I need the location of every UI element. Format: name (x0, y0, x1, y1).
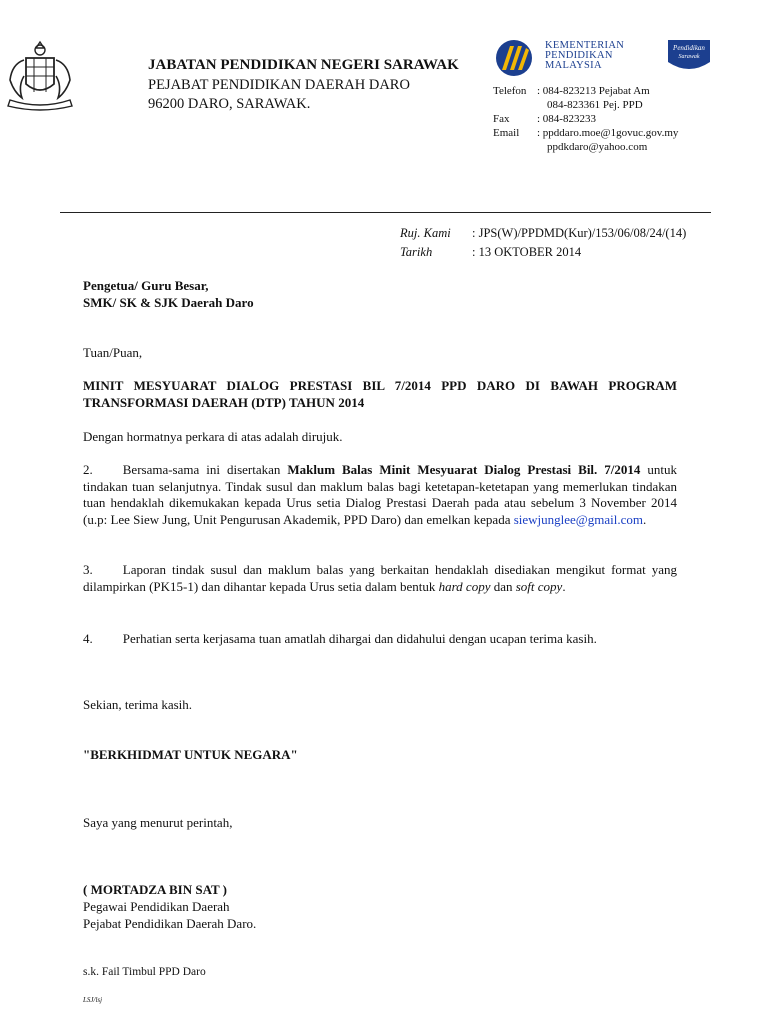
contact-block: Telefon : 084-823213 Pejabat Am 084-823361 Pej. PPD Fax : 084-823233 Email : ppddaro.moe@1govuc.gov.my ppdkdaro@yahoo.com (493, 85, 679, 153)
signoff-line: Saya yang menurut perintah, (83, 815, 233, 830)
signatory-title: Pegawai Pendidikan Daerah (83, 899, 230, 914)
header-divider (60, 212, 711, 213)
coat-of-arms-logo (2, 38, 78, 114)
office-name: PEJABAT PENDIDIKAN DAERAH DARO (148, 77, 410, 93)
email-link[interactable]: siewjunglee@gmail.com (513, 511, 644, 527)
recipient-line-1: Pengetua/ Guru Besar, (83, 278, 209, 293)
paragraph-4: 4. Perhatian serta kerjasama tuan amatlah dihargai dan didahului dengan ucapan terima kasih. (83, 631, 597, 646)
signatory-name: ( MORTADZA BIN SAT ) (83, 882, 228, 897)
paragraph-2: 2. Bersama-sama ini disertakan Maklum Balas Minit Mesyuarat Dialog Prestasi Bil. 7/2014 untuk tindakan tuan selanjutnya. Tindak susul dan maklum balas bagi ketetapan-ketetapan yang memerlukan tindakan tuan hendaklah dikemukakan kepada Urus setia Dialog Prestasi Daerah pada atau sebelum 3 November 2014 (u.p: Lee Siew Jung, Unit Pengurusan Akademik, PPD Daro) dan emelkan kepada siewjunglee@gmail.com. (83, 462, 677, 527)
pendidikan-sarawak-badge: Pendidikan Sarawak (666, 38, 712, 74)
salutation: Tuan/Puan, (83, 345, 143, 360)
ref-number: : JPS(W)/PPDMD(Kur)/153/06/08/24/(14) (472, 226, 687, 240)
letter-date: : 13 OKTOBER 2014 (472, 245, 582, 259)
cc-line: s.k. Fail Timbul PPD Daro (83, 966, 206, 978)
department-name: JABATAN PENDIDIKAN NEGERI SARAWAK (148, 57, 459, 73)
signatory-office: Pejabat Pendidikan Daerah Daro. (83, 916, 257, 931)
closing-line: Sekian, terima kasih. (83, 697, 193, 712)
ministry-logo-text: KEMENTERIAN PENDIDIKAN MALAYSIA (545, 40, 625, 71)
paragraph-3: 3. Laporan tindak susul dan maklum balas yang berkaitan hendaklah disediakan mengikut format yang dilampirkan (PK15-1) dan dihantar kepada Urus setia dalam bentuk hard copy dan soft copy. (83, 562, 677, 594)
subject-heading: MINIT MESYUARAT DIALOG PRESTASI BIL 7/2014 PPD DARO DI BAWAH PROGRAM TRANSFORMASI DAERAH (DTP) TAHUN 2014 (83, 378, 677, 410)
recipient-line-2: SMK/ SK & SJK Daerah Daro (83, 295, 254, 310)
date-label: Tarikh (400, 245, 433, 259)
ref-label: Ruj. Kami (400, 226, 451, 240)
office-address: 96200 DARO, SARAWAK. (148, 96, 311, 112)
initials: LSJ/lsj (83, 996, 103, 1004)
paragraph-1: Dengan hormatnya perkara di atas adalah dirujuk. (83, 429, 343, 444)
motto: "BERKHIDMAT UNTUK NEGARA" (83, 747, 298, 762)
